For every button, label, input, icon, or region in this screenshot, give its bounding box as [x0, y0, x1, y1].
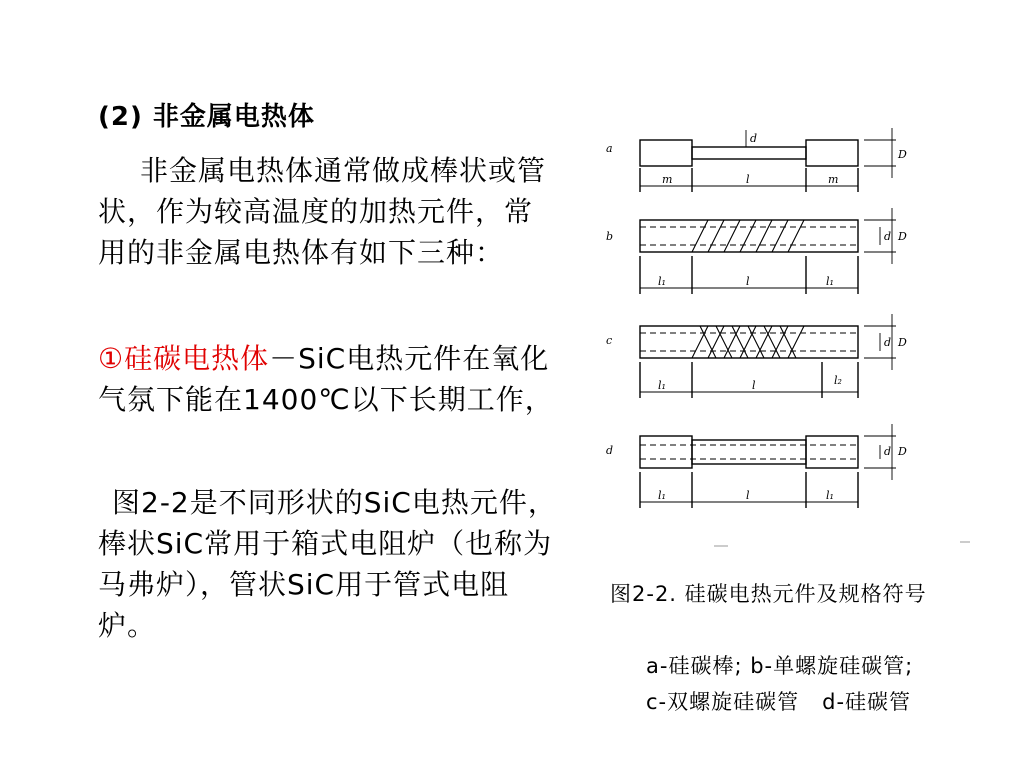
intro-paragraph: 非金属电热体通常做成棒状或管状，作为较高温度的加热元件，常用的非金属电热体有如下三种：	[98, 154, 547, 269]
dim-label-D-c: D	[898, 336, 907, 349]
legend-line-1: a-硅碳棒; b-单螺旋硅碳管;	[646, 654, 914, 678]
dim-label-l-d: l	[746, 489, 750, 502]
dim-label-m-right: m	[828, 173, 839, 186]
dim-label-l-c: l	[752, 379, 756, 392]
tube-d-right-end	[806, 436, 858, 468]
dim-label-D-a: D	[898, 148, 907, 161]
section-heading: (2) 非金属电热体	[98, 102, 315, 132]
tube-c-body	[640, 326, 858, 358]
item-sic-text: －SiC电热元件在氧化气氛下能在1400℃以下长期工作，	[98, 342, 554, 416]
row-label-a: a	[606, 142, 613, 155]
dim-label-d-b: d	[884, 230, 892, 243]
dim-label-l2-c: l₂	[834, 374, 842, 387]
dim-label-l1-c: l₁	[658, 379, 666, 392]
row-label-c: c	[606, 334, 613, 347]
sic-element-diagram	[596, 112, 976, 552]
dim-label-l-a: l	[746, 173, 750, 186]
item-sic-title: ①硅碳电热体	[98, 342, 270, 375]
dim-label-d-a: d	[750, 132, 758, 145]
figure-caption: 图2-2. 硅碳电热元件及规格符号	[610, 582, 927, 606]
dim-label-l1-b-right: l₁	[826, 275, 834, 288]
rod-a-left-end	[640, 140, 692, 166]
tube-b-body	[640, 220, 858, 252]
figure-legend	[646, 648, 913, 720]
rod-a-middle	[692, 147, 806, 159]
row-label-d: d	[606, 444, 614, 457]
tube-d-middle	[692, 440, 806, 464]
dim-label-d-d: d	[884, 445, 892, 458]
dim-label-l-b: l	[746, 275, 750, 288]
dim-label-l1-d-left: l₁	[658, 489, 666, 502]
item-sic-paragraph	[98, 338, 558, 420]
dim-label-D-b: D	[898, 230, 907, 243]
dim-label-D-d: D	[898, 445, 907, 458]
dim-label-l1-b-left: l₁	[658, 275, 666, 288]
figure-reference-paragraph: 图2-2是不同形状的SiC电热元件，棒状SiC常用于箱式电阻炉（也称为马弗炉），管状SiC用于管式电阻炉。	[98, 486, 557, 642]
row-label-b: b	[606, 230, 614, 243]
legend-line-2: c-双螺旋硅碳管 d-硅碳管	[646, 690, 912, 714]
dim-label-d-c: d	[884, 336, 892, 349]
dim-label-l1-d-right: l₁	[826, 489, 834, 502]
rod-a-right-end	[806, 140, 858, 166]
tube-d-left-end	[640, 436, 692, 468]
dim-label-m-left: m	[662, 173, 673, 186]
